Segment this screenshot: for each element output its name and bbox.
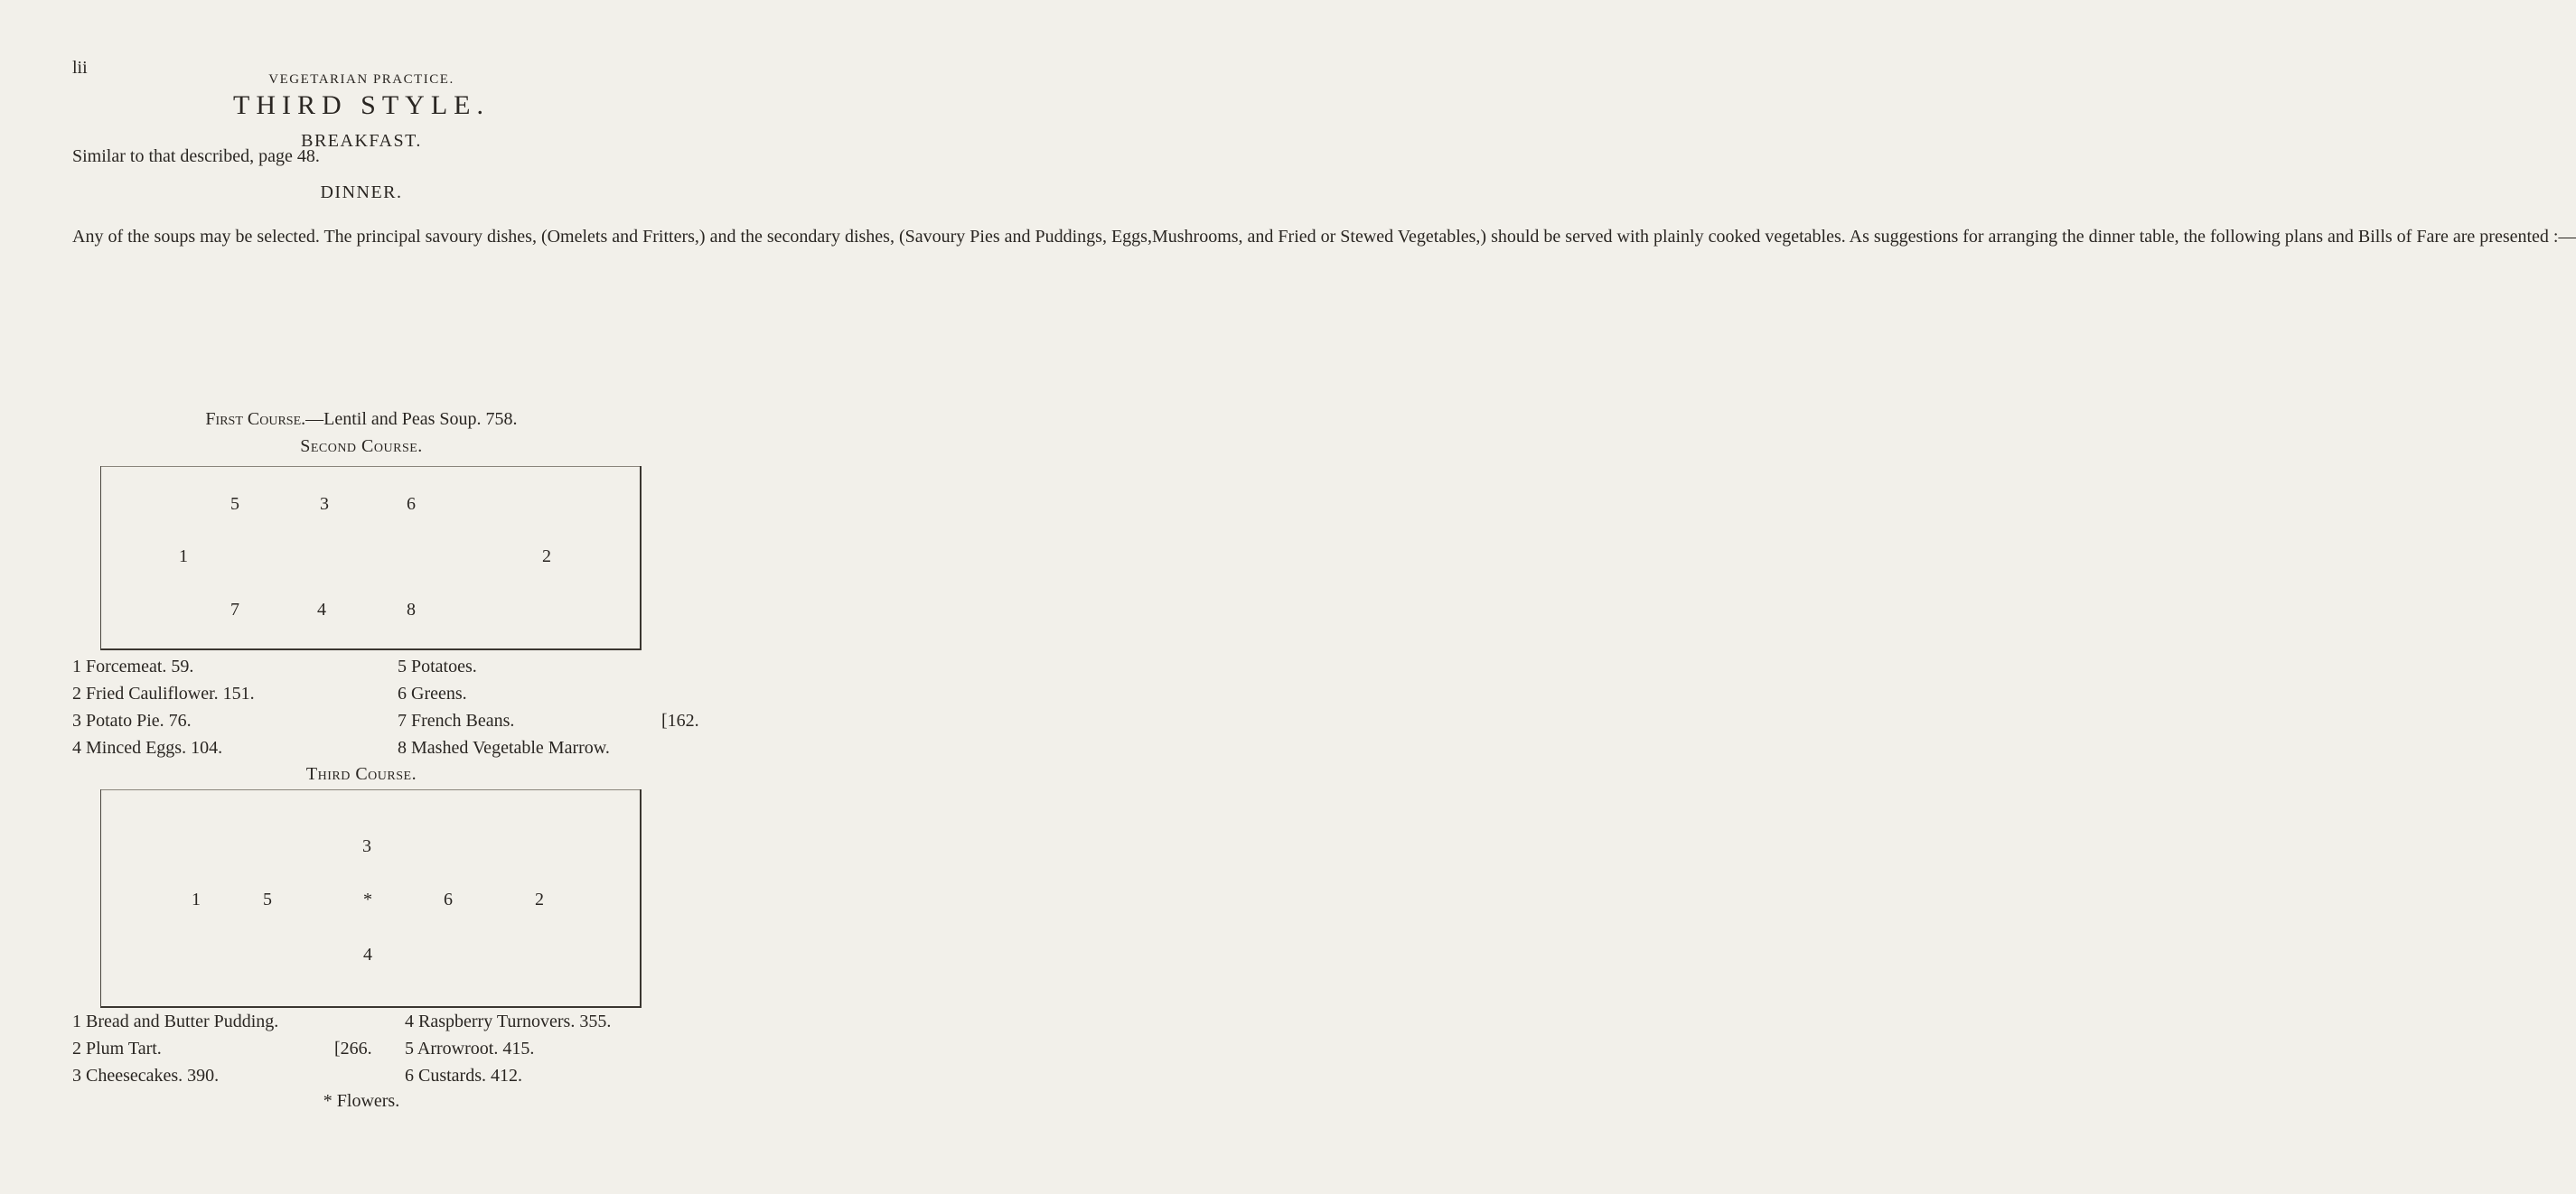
- dinner-paragraph: [72, 224, 2576, 250]
- legend-item: 2 Plum Tart.: [72, 1039, 162, 1059]
- dish-position-7: 7: [230, 600, 239, 620]
- dish-position-1: 1: [179, 546, 188, 566]
- dinner-paragraph-text: Any of the soups may be selected. The principal savoury dishes, (Omelets and Fritters,) and the secondary dishes, (Savoury Pies and Puddings, Eggs,Mushrooms, and Fried or Stewed Vegetables,) should be served with plainly cooked vegetables. As suggestions for arranging the dinner table, the following plans and Bills of Fare are presented :—: [72, 227, 2576, 247]
- dish-position-5: 5: [263, 890, 272, 909]
- dish-position-4: 4: [317, 600, 326, 620]
- dish-position-1: 1: [192, 890, 201, 909]
- dish-position-6: 6: [444, 890, 453, 909]
- legend-item: 6 Custards. 412.: [405, 1066, 522, 1086]
- legend-item: 5 Potatoes.: [398, 657, 477, 676]
- dish-position-2: 2: [542, 546, 551, 566]
- legend-item: 5 Arrowroot. 415.: [405, 1039, 535, 1059]
- legend-item: 3 Cheesecakes. 390.: [72, 1066, 220, 1086]
- legend-item: 1 Bread and Butter Pudding.: [72, 1012, 279, 1031]
- first-course-line: [0, 409, 723, 430]
- legend-item: 7 French Beans.: [398, 711, 515, 731]
- dish-position-8: 8: [407, 600, 416, 620]
- page-reference: [162.: [661, 711, 699, 731]
- breakfast-heading: BREAKFAST.: [301, 131, 422, 151]
- legend-item: 8 Mashed Vegetable Marrow.: [398, 738, 610, 758]
- legend-item: 2 Fried Cauliflower. 151.: [72, 684, 255, 704]
- dish-position-3: 3: [320, 494, 329, 514]
- dish-position-5: 5: [230, 494, 239, 514]
- flowers-position: *: [363, 890, 372, 909]
- dish-position-4: 4: [363, 945, 372, 965]
- running-head: VEGETARIAN PRACTICE.: [268, 72, 454, 87]
- second-course-heading: Second Course.: [300, 436, 423, 456]
- first-course-label: First Course.: [205, 409, 306, 429]
- legend-item: 6 Greens.: [398, 684, 467, 704]
- footnote: * Flowers.: [323, 1091, 400, 1111]
- legend-item: 4 Minced Eggs. 104.: [72, 738, 223, 758]
- legend-item: 4 Raspberry Turnovers. 355.: [405, 1012, 612, 1031]
- page-number: lii: [72, 58, 88, 78]
- dish-position-3: 3: [362, 836, 371, 856]
- breakfast-text: Similar to that described, page 48.: [72, 146, 320, 166]
- section-title: THIRD STYLE.: [233, 90, 490, 120]
- dinner-heading: DINNER.: [320, 182, 403, 202]
- legend-item: 3 Potato Pie. 76.: [72, 711, 192, 731]
- legend-item: 1 Forcemeat. 59.: [72, 657, 194, 676]
- first-course-text: —Lentil and Peas Soup. 758.: [305, 409, 518, 429]
- dish-position-2: 2: [535, 890, 544, 909]
- page-reference: [266.: [334, 1039, 372, 1059]
- dish-position-6: 6: [407, 494, 416, 514]
- third-course-heading: Third Course.: [305, 764, 417, 784]
